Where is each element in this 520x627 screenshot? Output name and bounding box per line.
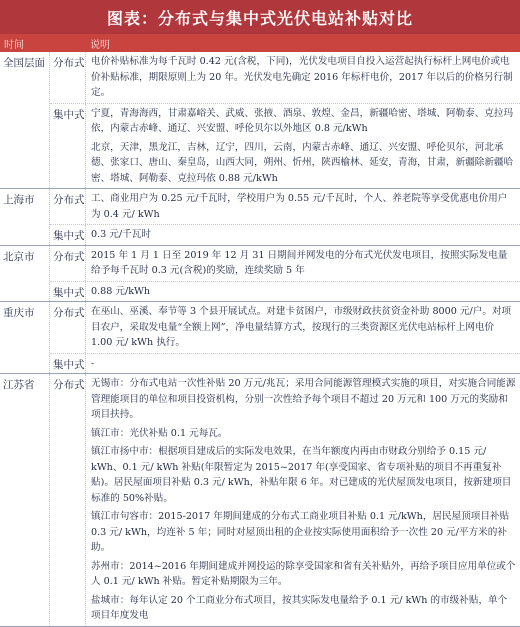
description-paragraph: 盐城市：每年认定 20 个工商业分布式项目，按其实际发电量给予 0.1 元/ kWh 的市级补贴，单个项目年度发电 (91, 594, 508, 621)
description-paragraph: 2015 年 1 月 1 日至 2019 年 12 月 31 日期间并网发电的分布式光伏发电项目，按照实际发电量给予每千瓦时 0.3 元(含税)的奖励，连续奖励 5 年 (91, 249, 508, 276)
region-name: 江苏省 (0, 374, 50, 626)
chart-title: 图表：分布式与集中式光伏电站补贴对比 (0, 0, 520, 34)
type-label: 分布式 (50, 189, 86, 224)
description-paragraph: 工、商业用户为 0.25 元/千瓦时，学校用户为 0.55 元/千瓦时，个人、养老院等享受优惠电价用户为 0.4 元/ kWh (91, 193, 508, 220)
region-body (50, 52, 520, 188)
type-description (86, 189, 520, 224)
description-paragraph: 镇江市句容市：2015-2017 年期间建成的分布式工商业项目补贴 0.1 元/kWh，居民屋顶项目补贴 0.3 元/ kWh，均连补 5 年；同时对屋顶出租的企业按实际使用面积给予一次性 20 元/平方米的补助。 (91, 511, 510, 553)
type-row (50, 246, 520, 281)
description-paragraph: 0.3 元/千瓦时 (91, 229, 151, 240)
type-label: 分布式 (50, 302, 86, 353)
header-description: 说明 (90, 39, 110, 51)
region-name: 北京市 (0, 246, 50, 302)
description-paragraph: 电价补贴标准为每千瓦时 0.42 元(含税，下同)，光伏发电项目自投入运营起执行标杆上网电价或电价补贴标准，期限原则上为 20 年。光伏发电先确定 2016 年标杆电价，2017 年以后的价格另行制定。 (91, 56, 513, 98)
region-name: 重庆市 (0, 302, 50, 373)
type-label: 集中式 (50, 354, 86, 374)
type-row (50, 281, 520, 302)
type-row (50, 302, 520, 353)
description-paragraph: 在巫山、巫溪、奉节等 3 个县开展试点。对建卡贫困户，市级财政扶贫资金补助 8000 元/户。对项目农户，采取发电量“全额上网”，净电量结算方式，按现行的三类资源区光伏电站标杆上网电价 1.00 元/ kWh 执行。 (91, 306, 512, 348)
type-label: 集中式 (50, 225, 86, 245)
type-description (86, 52, 520, 103)
type-description (86, 225, 520, 245)
description-paragraph: 北京，天津，黑龙江，吉林，辽宁，四川，云南，内蒙古赤峰、通辽、兴安盟、呼伦贝尔，河北承德、张家口、唐山、秦皇岛，山西大同，朔州、忻州，陕西榆林、延安，青海，甘肃，新疆除新疆哈密、塔城、阿勒泰、克拉玛依 0.88 元/kWh (91, 141, 514, 184)
region-row (0, 302, 520, 374)
type-row (50, 353, 520, 374)
type-row (50, 103, 520, 189)
type-description (86, 282, 520, 302)
region-name: 全国层面 (0, 52, 50, 188)
description-paragraph: - (91, 357, 95, 369)
description-paragraph: 镇江市扬中市：根据项目建成后的实际发电效果，在当年额度内再由市财政分别给予 0.15 元/ kWh、0.1 元/ kWh 补贴(年限暂定为 2015~2017 年(享受国家、省专项补贴的项目不再重复补贴)。居民屋面项目补贴 0.3 元/ kWh，补贴年限 6 年。对已建成的光伏屋顶发电项目，按新建项目标准的 50%补贴。 (91, 446, 512, 504)
type-description (86, 246, 520, 281)
description-paragraph: 0.88 元/kWh (91, 285, 151, 297)
type-label: 集中式 (50, 104, 86, 189)
type-label: 集中式 (50, 282, 86, 302)
type-row (50, 52, 520, 103)
region-body (50, 246, 520, 302)
type-label: 分布式 (50, 246, 86, 281)
description-paragraph: 宁夏，青海海西，甘肃嘉峪关、武威、张掖、酒泉、敦煌、金昌，新疆哈密、塔城、阿勒泰、克拉玛依，内蒙古赤峰、通辽、兴安盟、呼伦贝尔以外地区 0.8 元/kWh (91, 107, 514, 134)
type-label: 分布式 (50, 52, 86, 103)
type-row (50, 224, 520, 245)
type-label: 分布式 (50, 374, 86, 626)
region-row (0, 189, 520, 246)
type-row (50, 374, 520, 626)
type-description (86, 354, 520, 374)
description-paragraph: 镇江市：光伏补贴 0.1 元每瓦。 (91, 427, 228, 439)
header-time: 时间 (4, 39, 24, 51)
region-row (0, 374, 520, 627)
subsidy-table (0, 52, 520, 627)
type-description (86, 104, 520, 189)
type-description (86, 374, 520, 626)
region-name: 上海市 (0, 189, 50, 245)
region-row (0, 52, 520, 189)
type-description (86, 302, 520, 353)
type-row (50, 189, 520, 224)
region-body (50, 189, 520, 245)
table-header (0, 34, 520, 52)
region-body (50, 302, 520, 373)
region-row (0, 246, 520, 303)
region-body (50, 374, 520, 626)
description-paragraph: 苏州市：2014~2016 年期间建成并网投运的除享受国家和省有关补贴外，再给予项目应用单位或个人 0.1 元/ kWh 补贴。暂定补贴期限为三年。 (91, 560, 516, 587)
description-paragraph: 无锡市：分布式电站一次性补贴 20 万元/兆瓦；采用合同能源管理模式实施的项目，对实施合同能源管理能项目的单位和项目投资机构，分别一次性给予每个项目不超过 20 万元和 100 万元的奖励和项目扶持。 (91, 378, 516, 420)
